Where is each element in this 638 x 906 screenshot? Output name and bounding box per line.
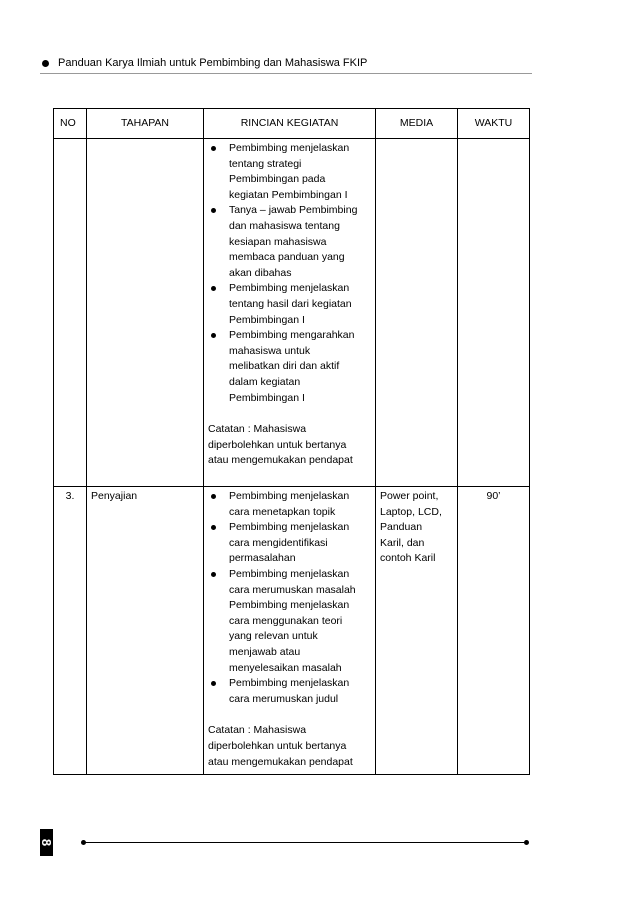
cell-waktu (458, 139, 530, 487)
list-item: Tanya – jawab Pembimbing dan mahasiswa tentang kesiapan mahasiswa membaca panduan yang akan dibahas (208, 203, 371, 281)
cell-rincian (204, 487, 376, 775)
column-header-media: MEDIA (376, 109, 458, 139)
bullet-icon (211, 494, 216, 499)
bullet-icon (211, 146, 216, 151)
activity-list (208, 141, 371, 406)
bullet-icon (211, 333, 216, 338)
footer-rule (84, 842, 526, 843)
column-header-waktu: WAKTU (458, 109, 530, 139)
cell-waktu: 90’ (458, 487, 530, 775)
list-item: Pembimbing menjelaskan cara merumuskan judul (208, 676, 371, 707)
table-row (54, 487, 530, 775)
column-header-no: NO (54, 109, 87, 139)
bullet-icon (211, 525, 216, 530)
list-item: Pembimbing menjelaskan cara menetapkan topik (208, 489, 371, 520)
header-title: Panduan Karya Ilmiah untuk Pembimbing dan Mahasiswa FKIP (58, 57, 368, 69)
table-header-row (54, 109, 530, 139)
note: Catatan : Mahasiswa diperbolehkan untuk bertanya atau mengemukakan pendapat (208, 724, 353, 768)
page-number-box (40, 829, 53, 856)
table-row (54, 139, 530, 487)
cell-no: 3. (54, 487, 87, 775)
bullet-icon (211, 208, 216, 213)
bullet-icon (211, 572, 216, 577)
column-header-tahapan: TAHAPAN (87, 109, 204, 139)
footer-dot-right (524, 840, 529, 845)
cell-no (54, 139, 87, 487)
running-header (40, 55, 530, 71)
header-rule (40, 73, 532, 74)
bullet-icon (211, 286, 216, 291)
cell-media (376, 139, 458, 487)
note: Catatan : Mahasiswa diperbolehkan untuk bertanya atau mengemukakan pendapat (208, 423, 353, 467)
column-header-rincian: RINCIAN KEGIATAN (204, 109, 376, 139)
activity-table (53, 108, 530, 775)
bullet-icon (211, 681, 216, 686)
activity-list (208, 489, 371, 707)
list-item: Pembimbing menjelaskan cara mengidentifikasi permasalahan (208, 520, 371, 567)
list-item: Pembimbing menjelaskan cara merumuskan masalah Pembimbing menjelaskan cara menggunakan teori yang relevan untuk menjawab atau menyelesaikan masalah (208, 567, 371, 676)
list-item: Pembimbing mengarahkan mahasiswa untuk melibatkan diri dan aktif dalam kegiatan Pembimbingan I (208, 328, 371, 406)
list-item: Pembimbing menjelaskan tentang hasil dari kegiatan Pembimbingan I (208, 281, 371, 328)
page-number: 8 (38, 838, 54, 847)
bullet-icon (42, 60, 49, 67)
cell-media: Power point, Laptop, LCD, Panduan Karil, dan contoh Karil (376, 487, 458, 775)
cell-tahapan: Penyajian (87, 487, 204, 775)
cell-rincian (204, 139, 376, 487)
list-item: Pembimbing menjelaskan tentang strategi Pembimbingan pada kegiatan Pembimbingan I (208, 141, 371, 203)
cell-tahapan (87, 139, 204, 487)
